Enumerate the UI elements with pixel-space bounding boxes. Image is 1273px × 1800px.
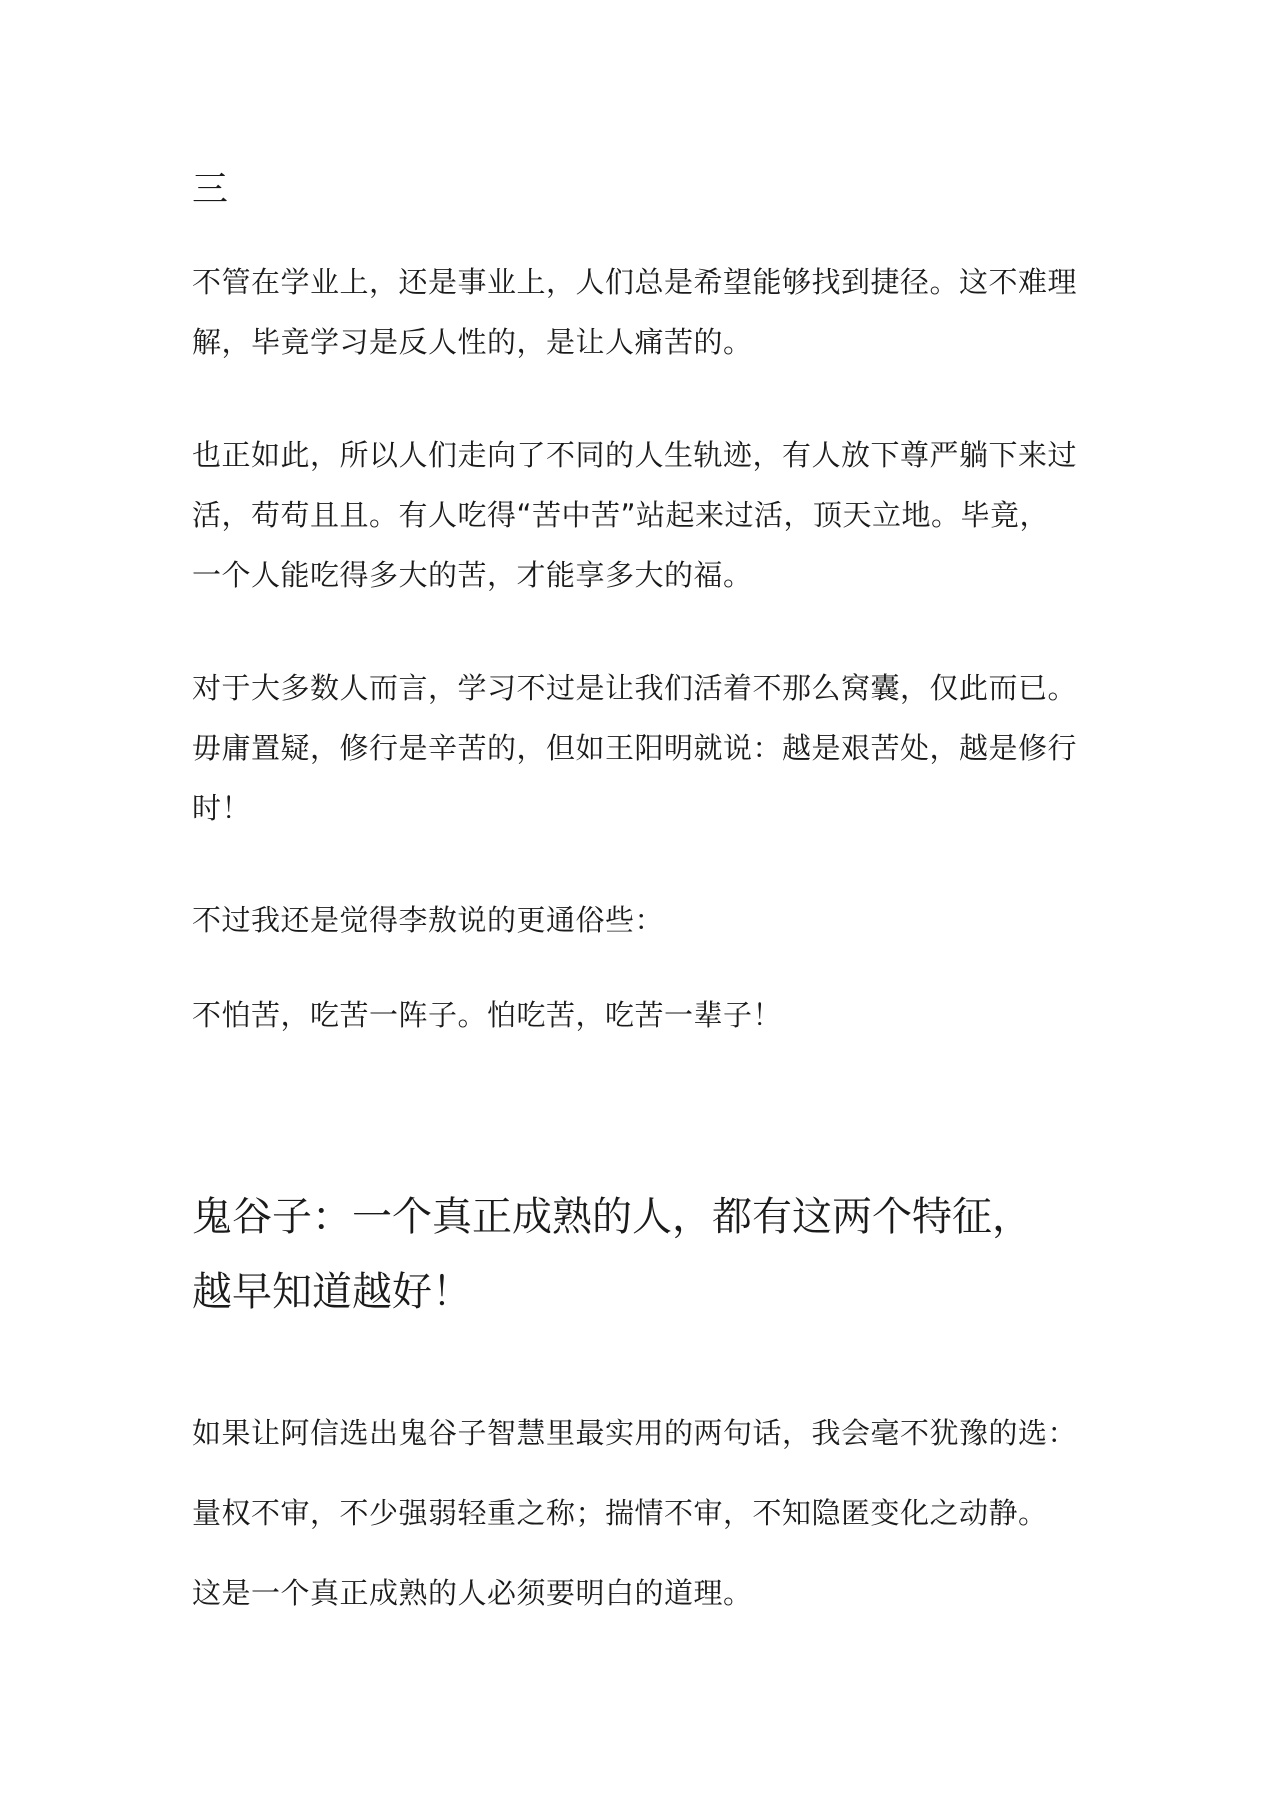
paragraph-4 [192,890,1092,950]
paragraph-line: 这是一个真正成熟的人必须要明白的道理。 [192,1576,753,1610]
paragraph-line: 一个人能吃得多大的苦，才能享多大的福。 [192,558,753,592]
paragraph-line: 解，毕竟学习是反人性的，是让人痛苦的。 [192,325,753,359]
paragraph-line: 也正如此，所以人们走向了不同的人生轨迹，有人放下尊严躺下来过 [192,438,1078,472]
paragraph-3 [192,658,1092,838]
paragraph-8 [192,1563,1092,1623]
article-title [192,1180,1092,1330]
paragraph-5 [192,985,1092,1045]
section-number: 三 [192,169,229,210]
paragraph-2 [192,425,1092,605]
title-line: 越早知道越好！ [192,1269,472,1315]
paragraph-7 [192,1483,1092,1543]
paragraph-line: 时！ [192,791,252,825]
title-line: 鬼谷子：一个真正成熟的人，都有这两个特征， [192,1194,1032,1240]
paragraph-line: 不怕苦，吃苦一阵子。怕吃苦，吃苦一辈子！ [192,998,783,1032]
paragraph-line: 如果让阿信选出鬼谷子智慧里最实用的两句话，我会毫不犹豫的选： [192,1416,1078,1450]
paragraph-1 [192,252,1092,372]
paragraph-line: 对于大多数人而言，学习不过是让我们活着不那么窝囊，仅此而已。 [192,671,1078,705]
paragraph-line: 量权不审，不少强弱轻重之称；揣情不审，不知隐匿变化之动静。 [192,1496,1048,1530]
paragraph-line: 活，苟苟且且。有人吃得“苦中苦”站起来过活，顶天立地。毕竟， [192,498,1050,532]
paragraph-line: 毋庸置疑，修行是辛苦的，但如王阳明就说：越是艰苦处，越是修行 [192,731,1078,765]
paragraph-line: 不过我还是觉得李敖说的更通俗些： [192,903,665,937]
paragraph-6 [192,1403,1092,1463]
paragraph-line: 不管在学业上，还是事业上，人们总是希望能够找到捷径。这不难理 [192,265,1078,299]
